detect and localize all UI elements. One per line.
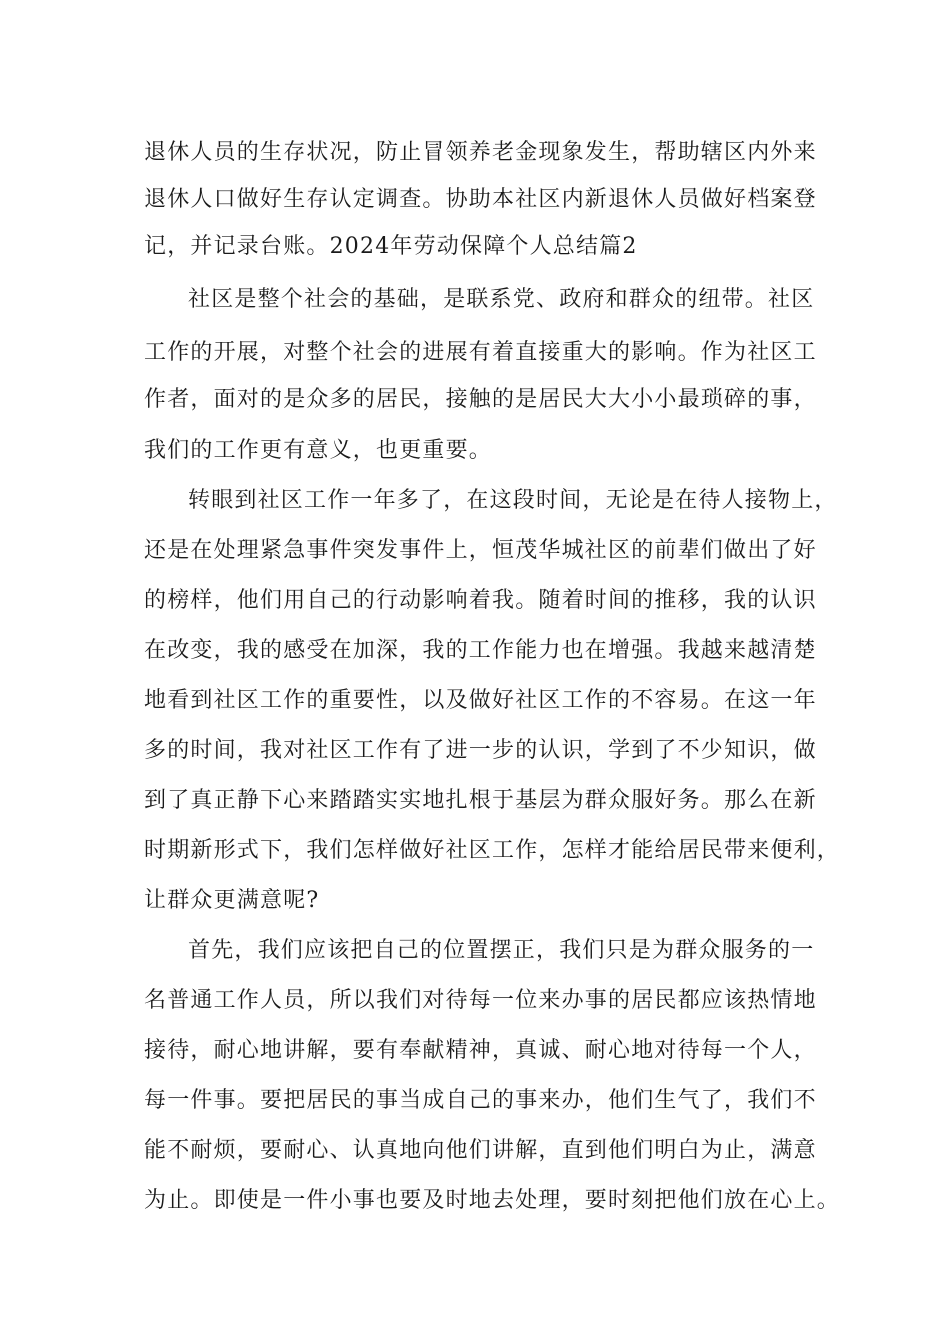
text-line: 的榜样，他们用自己的行动影响着我。随着时间的推移，我的认识 xyxy=(144,588,817,613)
text-line: 退休人口做好生存认定调查。协助本社区内新退休人员做好档案登 xyxy=(144,187,817,212)
text-line: 还是在处理紧急事件突发事件上，恒茂华城社区的前辈们做出了好 xyxy=(144,538,817,563)
text-line: 记，并记录台账。2024年劳动保障个人总结篇2 xyxy=(144,234,638,259)
text-line: 作者，面对的是众多的居民，接触的是居民大大小小最琐碎的事， xyxy=(144,387,817,412)
text-line: 为止。即使是一件小事也要及时地去处理，要时刻把他们放在心上。 xyxy=(144,1188,841,1213)
text-line: 多的时间，我对社区工作有了进一步的认识，学到了不少知识，做 xyxy=(144,738,817,763)
text-line: 工作的开展，对整个社会的进展有着直接重大的影响。作为社区工 xyxy=(144,340,817,365)
text-line: 在改变，我的感受在加深，我的工作能力也在增强。我越来越清楚 xyxy=(144,638,817,663)
text-line: 时期新形式下，我们怎样做好社区工作，怎样才能给居民带来便利， xyxy=(144,838,841,863)
text-line: 到了真正静下心来踏踏实实地扎根于基层为群众服好务。那么在新 xyxy=(144,788,817,813)
text-line: 能不耐烦，要耐心、认真地向他们讲解，直到他们明白为止，满意 xyxy=(144,1138,817,1163)
text-line: 接待，耐心地讲解，要有奉献精神，真诚、耐心地对待每一个人， xyxy=(144,1038,817,1063)
text-line: 让群众更满意呢? xyxy=(144,888,320,913)
text-line: 退休人员的生存状况，防止冒领养老金现象发生，帮助辖区内外来 xyxy=(144,140,817,165)
paragraph-start-line: 首先，我们应该把自己的位置摆正，我们只是为群众服务的一 xyxy=(188,938,815,963)
text-line: 我们的工作更有意义，也更重要。 xyxy=(144,438,493,463)
text-line: 每一件事。要把居民的事当成自己的事来办，他们生气了，我们不 xyxy=(144,1088,817,1113)
paragraph-start-line: 社区是整个社会的基础，是联系党、政府和群众的纽带。社区 xyxy=(188,287,815,312)
text-line: 名普通工作人员，所以我们对待每一位来办事的居民都应该热情地 xyxy=(144,988,817,1013)
text-line: 地看到社区工作的重要性，以及做好社区工作的不容易。在这一年 xyxy=(144,688,817,713)
paragraph-start-line: 转眼到社区工作一年多了，在这段时间，无论是在待人接物上， xyxy=(188,488,838,513)
